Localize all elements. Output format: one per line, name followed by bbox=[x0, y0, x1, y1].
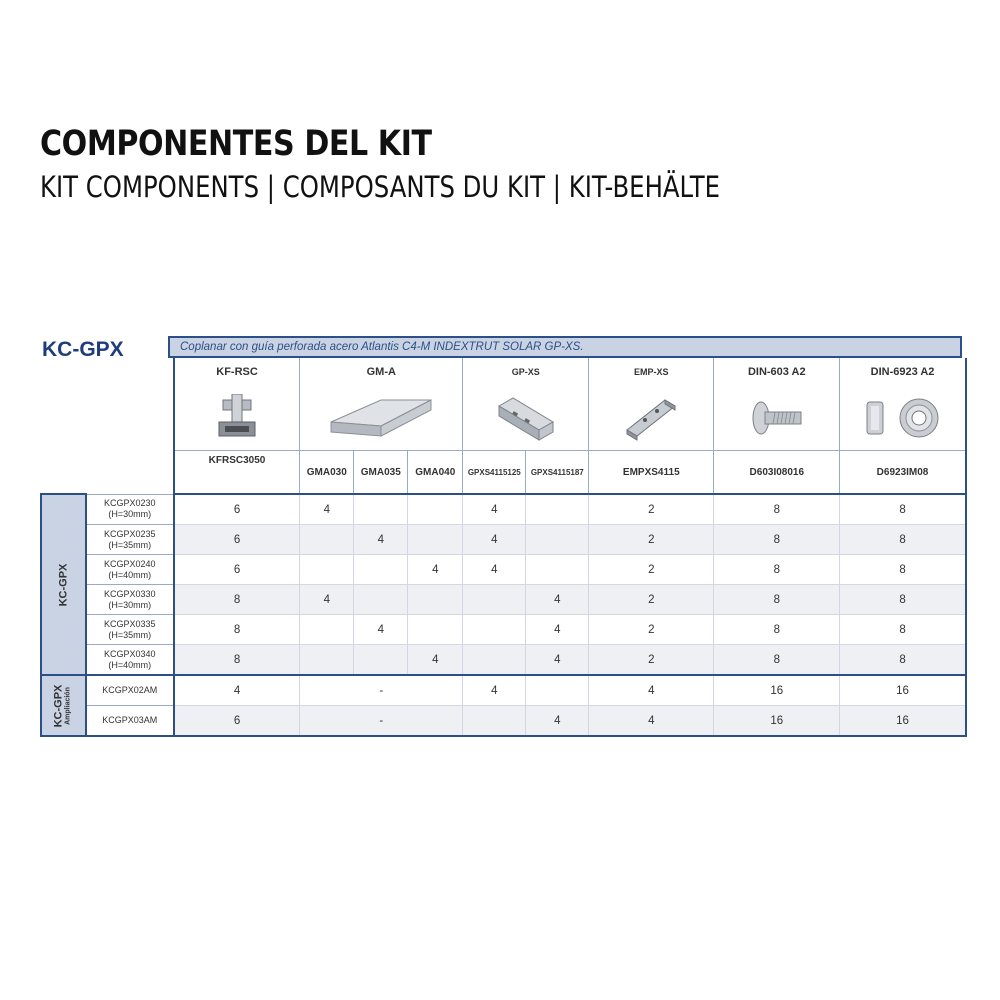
kit-row-code: KCGPX0330 (H=30mm) bbox=[86, 585, 174, 615]
kit-code: KC-GPX bbox=[42, 338, 124, 361]
qty-cell: 2 bbox=[589, 494, 714, 525]
qty-cell: 4 bbox=[300, 585, 354, 615]
kit-row-code: KCGPX0340 (H=40mm) bbox=[86, 645, 174, 676]
qty-cell: 4 bbox=[526, 645, 589, 676]
table-row bbox=[41, 645, 966, 676]
component-name-gp-xs: GP-XS bbox=[463, 358, 589, 386]
component-code: D6923IM08 bbox=[840, 451, 966, 495]
qty-cell: - bbox=[300, 675, 463, 706]
qty-cell: 8 bbox=[714, 525, 840, 555]
kit-row-code: KCGPX0230 (H=30mm) bbox=[86, 494, 174, 525]
splice-icon bbox=[589, 386, 714, 451]
table-row bbox=[41, 555, 966, 585]
flange-nut-icon bbox=[840, 386, 966, 451]
qty-cell: 16 bbox=[840, 706, 966, 737]
qty-cell bbox=[408, 525, 463, 555]
qty-cell: 4 bbox=[463, 525, 526, 555]
kit-row-code: KCGPX0235 (H=35mm) bbox=[86, 525, 174, 555]
qty-cell bbox=[300, 645, 354, 676]
kit-row-code: KCGPX03AM bbox=[86, 706, 174, 737]
qty-cell: 4 bbox=[174, 675, 300, 706]
qty-cell: 8 bbox=[840, 645, 966, 676]
qty-cell bbox=[354, 555, 408, 585]
qty-cell bbox=[300, 555, 354, 585]
component-name-gm-a: GM-A bbox=[300, 358, 463, 386]
qty-cell bbox=[526, 555, 589, 585]
component-code: GMA030 bbox=[300, 451, 354, 495]
component-code: GPXS4115125 bbox=[463, 451, 526, 495]
channel-profile-icon bbox=[463, 386, 589, 451]
kit-row-code: KCGPX0335 (H=35mm) bbox=[86, 615, 174, 645]
qty-cell: 16 bbox=[714, 706, 840, 737]
qty-cell: 8 bbox=[714, 645, 840, 676]
qty-cell: 8 bbox=[174, 585, 300, 615]
qty-cell: 8 bbox=[174, 645, 300, 676]
page-title: COMPONENTES DEL KIT bbox=[40, 124, 432, 164]
qty-cell: 8 bbox=[840, 615, 966, 645]
component-name-din-603: DIN-603 A2 bbox=[714, 358, 840, 386]
qty-cell: 4 bbox=[408, 645, 463, 676]
qty-cell bbox=[463, 706, 526, 737]
kit-row-code: KCGPX0240 (H=40mm) bbox=[86, 555, 174, 585]
component-code: GMA040 bbox=[408, 451, 463, 495]
qty-cell: 4 bbox=[463, 675, 526, 706]
component-name-kf-rsc: KF-RSC bbox=[174, 358, 300, 386]
qty-cell bbox=[463, 615, 526, 645]
kit-description: Coplanar con guía perforada acero Atlantis C4-M INDEXTRUT SOLAR GP-XS. bbox=[168, 336, 962, 358]
qty-cell bbox=[354, 494, 408, 525]
qty-cell bbox=[463, 585, 526, 615]
qty-cell: 16 bbox=[714, 675, 840, 706]
qty-cell: 4 bbox=[463, 494, 526, 525]
page-subtitle: KIT COMPONENTS | COMPOSANTS DU KIT | KIT-BEHÄLTE bbox=[40, 170, 721, 204]
qty-cell: 6 bbox=[174, 494, 300, 525]
component-name-din-6923: DIN-6923 A2 bbox=[840, 358, 966, 386]
table-row bbox=[41, 585, 966, 615]
clamp-icon bbox=[174, 386, 300, 451]
qty-cell: 2 bbox=[589, 585, 714, 615]
qty-cell: 16 bbox=[840, 675, 966, 706]
component-name-emp-xs: EMP-XS bbox=[589, 358, 714, 386]
table-row bbox=[41, 525, 966, 555]
qty-cell: 6 bbox=[174, 706, 300, 737]
qty-cell: 6 bbox=[174, 555, 300, 585]
rail-profile-icon bbox=[300, 386, 463, 451]
qty-cell bbox=[526, 675, 589, 706]
qty-cell: 4 bbox=[354, 615, 408, 645]
qty-cell bbox=[408, 615, 463, 645]
component-code: KFRSC3050 bbox=[174, 451, 300, 495]
qty-cell: 2 bbox=[589, 525, 714, 555]
qty-cell: 4 bbox=[589, 675, 714, 706]
qty-cell: 8 bbox=[840, 555, 966, 585]
component-code: GPXS4115187 bbox=[526, 451, 589, 495]
kit-components-table bbox=[40, 358, 967, 737]
qty-cell bbox=[463, 645, 526, 676]
qty-cell bbox=[354, 585, 408, 615]
qty-cell: 8 bbox=[714, 585, 840, 615]
table-row bbox=[41, 615, 966, 645]
component-code: EMPXS4115 bbox=[589, 451, 714, 495]
qty-cell: - bbox=[300, 706, 463, 737]
qty-cell: 8 bbox=[840, 525, 966, 555]
qty-cell: 4 bbox=[526, 585, 589, 615]
qty-cell bbox=[354, 645, 408, 676]
table-row bbox=[41, 706, 966, 737]
qty-cell: 8 bbox=[840, 585, 966, 615]
qty-cell bbox=[526, 525, 589, 555]
qty-cell: 2 bbox=[589, 555, 714, 585]
qty-cell: 8 bbox=[714, 615, 840, 645]
qty-cell: 8 bbox=[714, 494, 840, 525]
qty-cell bbox=[408, 494, 463, 525]
qty-cell: 2 bbox=[589, 615, 714, 645]
qty-cell: 4 bbox=[300, 494, 354, 525]
qty-cell: 4 bbox=[408, 555, 463, 585]
table-row bbox=[41, 494, 966, 525]
qty-cell: 2 bbox=[589, 645, 714, 676]
table-row bbox=[41, 675, 966, 706]
qty-cell: 4 bbox=[589, 706, 714, 737]
qty-cell: 4 bbox=[463, 555, 526, 585]
qty-cell: 4 bbox=[354, 525, 408, 555]
kit-row-code: KCGPX02AM bbox=[86, 675, 174, 706]
qty-cell: 6 bbox=[174, 525, 300, 555]
qty-cell: 8 bbox=[840, 494, 966, 525]
component-code: D603I08016 bbox=[714, 451, 840, 495]
component-code: GMA035 bbox=[354, 451, 408, 495]
qty-cell bbox=[300, 615, 354, 645]
qty-cell bbox=[526, 494, 589, 525]
qty-cell: 4 bbox=[526, 615, 589, 645]
bolt-icon bbox=[714, 386, 840, 451]
qty-cell: 8 bbox=[174, 615, 300, 645]
qty-cell bbox=[300, 525, 354, 555]
qty-cell: 4 bbox=[526, 706, 589, 737]
group-label-kc-gpx: KC-GPX bbox=[41, 494, 86, 675]
qty-cell bbox=[408, 585, 463, 615]
qty-cell: 8 bbox=[714, 555, 840, 585]
group-label-kc-gpx-ampliacion: KC-GPX Ampliación bbox=[41, 675, 86, 736]
